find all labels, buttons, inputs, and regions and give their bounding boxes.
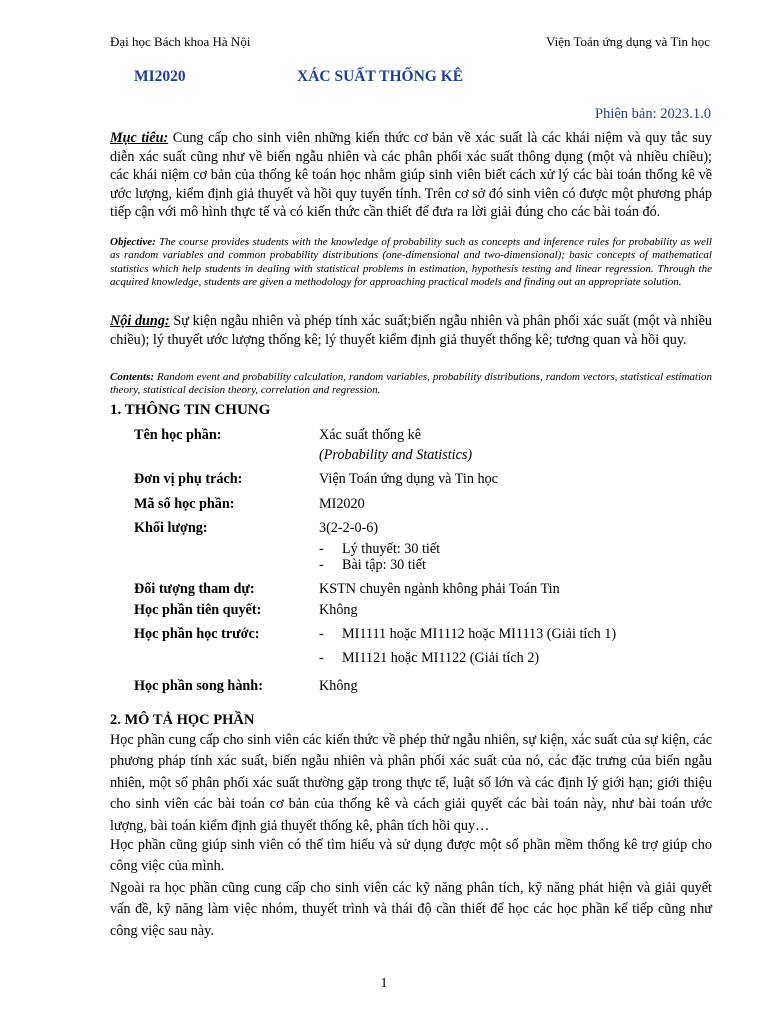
target-value: KSTN chuyên ngành không phải Toán Tin [319, 581, 560, 597]
description-paragraph-3: Ngoài ra học phần cũng cung cấp cho sinh viên các kỹ năng phân tích, kỹ năng phát hiện và giải quyết vấn đề, kỹ năng làm việc nhóm, thuyết trình và thái độ cần thiết để học các học phần kế tiếp cũng như công việc sau này. [110, 880, 712, 939]
unit-value: Viện Toán ứng dụng và Tin học [319, 471, 498, 487]
dash-bullet: - [319, 650, 324, 666]
prereq-value: Không [319, 602, 358, 618]
section2-title: 2. MÔ TẢ HỌC PHẦN [110, 712, 255, 728]
code-value: MI2020 [319, 496, 365, 512]
course-name-english: (Probability and Statistics) [319, 447, 473, 463]
content-vn-label: Nội dung: [110, 313, 170, 329]
dash-bullet: - [319, 557, 324, 573]
header-university: Đại học Bách khoa Hà Nội [110, 34, 251, 49]
dash-bullet: - [319, 626, 324, 642]
objective-vn-label: Mục tiêu: [110, 130, 169, 146]
course-code: MI2020 [134, 68, 186, 85]
course-title: XÁC SUẤT THỐNG KÊ [297, 68, 464, 85]
prior-item-1: MI1111 hoặc MI1112 hoặc MI1113 (Giải tích 1) [342, 626, 617, 642]
parallel-label: Học phần song hành: [134, 678, 263, 694]
content-vn [110, 312, 712, 349]
content-vn-text: Sự kiện ngẫu nhiên và phép tính xác suất;biến ngẫu nhiên và phân phối xác suất (một và nhiều chiều); lý thuyết ước lượng thống kê; lý thuyết kiểm định giả thuyết thống kê; tương quan và hồi quy. [110, 313, 713, 348]
load-item-theory: Lý thuyết: 30 tiết [342, 541, 441, 557]
load-value: 3(2-2-0-6) [319, 520, 379, 536]
objective-en-label: Objective: [110, 236, 156, 248]
objective-en [110, 236, 712, 290]
description-paragraph-2: Học phần cũng giúp sinh viên có thể tìm hiểu và sử dụng được một số phần mềm thống kê trợ giúp cho công việc của mình. [110, 837, 712, 875]
section1-title: 1. THÔNG TIN CHUNG [110, 402, 271, 418]
objective-vn [110, 129, 712, 222]
header-institute: Viện Toán ứng dụng và Tin học [545, 34, 710, 49]
prereq-label: Học phần tiên quyết: [134, 602, 262, 618]
unit-label: Đơn vị phụ trách: [134, 471, 243, 487]
code-label: Mã số học phần: [134, 496, 235, 512]
content-en-label: Contents: [110, 371, 155, 383]
content-en [110, 371, 712, 398]
prior-label: Học phần học trước: [134, 626, 260, 642]
objective-en-text: The course provides students with the knowledge of probability such as concepts and inference rules for probability as well as random variables and common probability distributions (one-dimensional and two-dimensional); basic concepts of mathematical statistics which help students in dealing with statistical problems in estimation, hypothesis testing and linear regression. Through the acquired knowledge, students are given a methodology for approaching practical models and finding out an appropriate solution. [110, 236, 712, 289]
load-item-exercise: Bài tập: 30 tiết [342, 557, 426, 573]
version-label: Phiên bản: 2023.1.0 [595, 106, 711, 122]
course-name-value: Xác suất thống kê [319, 427, 422, 443]
content-en-text: Random event and probability calculation, random variables, probability distributions, random vectors, statistical estimation theory, statistical decision theory, correlation and regression. [110, 371, 712, 397]
course-name-label: Tên học phần: [134, 427, 222, 443]
target-label: Đối tượng tham dự: [134, 581, 255, 597]
objective-vn-text: Cung cấp cho sinh viên những kiến thức cơ bản về xác suất là các khái niệm và quy tắc suy diễn xác suất cũng như về biến ngẫu nhiên và các phân phối xác suất thông dụng (một và nhiều chiều); các khái niệm cơ bản của thống kê toán học nhằm giúp sinh viên biết cách xử lý các bài toán thống kê về ước lượng, kiểm định giả thuyết và hồi quy tuyến tính. Trên cơ sở đó sinh viên có được một phương pháp tiếp cận với mô hình thực tế và có kiến thức cần thiết để đưa ra lời giải đúng cho các bài toán đó. [110, 130, 712, 221]
page-number: 1 [380, 976, 388, 991]
parallel-value: Không [319, 678, 358, 694]
dash-bullet: - [319, 541, 324, 557]
description-paragraph-1: Học phần cung cấp cho sinh viên các kiến thức về phép thử ngẫu nhiên, sự kiện, xác suất của sự kiện, các phương pháp tính xác suất, biến ngẫu nhiên và phân phối xác suất của nó, các đặc trưng của biến ngẫu nhiên, một số phân phối xác suất thường gặp trong thực tế, luật số lớn và các định lý giới hạn; giới thiệu cho sinh viên các bài toán cơ bản của thống kê và cách giải quyết các bài toán này, như bài toán ước lượng, bài toán kiểm định giả thuyết thống kê, phân tích hồi quy… [110, 732, 712, 834]
load-label: Khối lượng: [134, 520, 208, 536]
prior-item-2: MI1121 hoặc MI1122 (Giải tích 2) [342, 650, 540, 666]
